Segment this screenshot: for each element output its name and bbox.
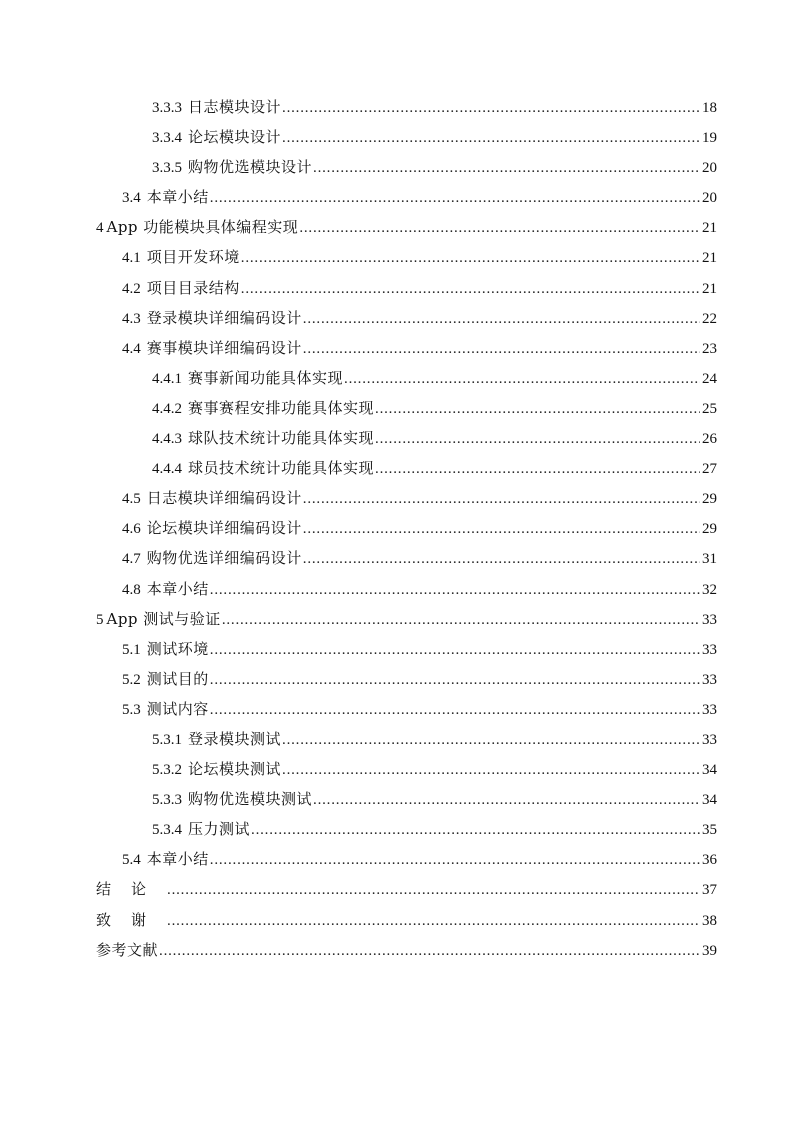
toc-entry[interactable] [0,122,793,152]
toc-dot-leader [210,845,700,875]
toc-entry-number: 5.4 [122,852,141,869]
toc-dot-leader [167,875,700,905]
toc-entry-page: 25 [702,400,717,417]
toc-entry-page: 33 [702,611,717,628]
toc-entry[interactable] [0,242,793,272]
toc-entry-title: 论坛模块详细编码设计 [146,519,302,538]
toc-entry-page: 21 [702,280,717,297]
toc-entry-number: 4.4.3 [152,431,182,448]
toc-entry[interactable] [0,303,793,333]
toc-entry-number: 5.3 [122,701,141,718]
toc-entry[interactable] [0,453,793,483]
toc-entry-title: 结论 [96,880,167,899]
toc-entry-number: 4.3 [122,310,141,327]
toc-entry-title: 测试目的 [146,669,209,688]
toc-entry-title: 测试环境 [146,639,209,658]
toc-entry-page: 29 [702,491,717,508]
toc-entry-title: 参考文献 [96,940,159,959]
toc-entry[interactable] [0,273,793,303]
toc-dot-leader [282,755,700,785]
toc-entry-number: 4.1 [122,250,141,267]
toc-dot-leader [303,514,700,544]
toc-entry-number: 4.6 [122,521,141,538]
toc-dot-leader [210,183,700,213]
toc-entry[interactable] [0,784,793,814]
toc-entry-title: 本章小结 [146,579,209,598]
toc-entry[interactable] [0,694,793,724]
toc-dot-leader [344,364,700,394]
toc-entry-title: 赛事模块详细编码设计 [146,338,302,357]
toc-entry-title: 登录模块详细编码设计 [146,308,302,327]
toc-entry-page: 33 [702,701,717,718]
toc-entry-title: 登录模块测试 [188,729,282,748]
toc-dot-leader [167,906,700,936]
toc-entry-page: 24 [702,370,717,387]
toc-entry[interactable] [0,513,793,543]
toc-entry-page: 37 [702,882,717,899]
toc-entry[interactable] [0,182,793,212]
toc-entry[interactable] [0,844,793,874]
toc-entry-page: 36 [702,852,717,869]
toc-entry-page: 29 [702,521,717,538]
toc-entry-title: 测试内容 [146,699,209,718]
toc-entry-number: 5.3.1 [152,731,182,748]
toc-dot-leader [282,93,700,123]
toc-entry-page: 32 [702,581,717,598]
toc-entry-title: 日志模块设计 [188,98,282,116]
toc-entry-page: 20 [702,190,717,207]
toc-dot-leader [210,635,700,665]
toc-entry-number: 4.4.1 [152,370,182,387]
toc-entry-page: 39 [702,942,717,959]
toc-dot-leader [282,725,700,755]
toc-dot-leader [375,394,700,424]
toc-entry[interactable] [0,483,793,513]
toc-entry[interactable] [0,724,793,754]
table-of-contents [0,92,793,965]
toc-entry-number: 4.4.4 [152,461,182,478]
toc-dot-leader [299,213,700,243]
toc-entry[interactable] [0,935,793,965]
toc-entry-number: 3.4 [122,190,141,207]
toc-dot-leader [313,153,700,183]
toc-entry[interactable] [0,905,793,935]
toc-entry-title: 赛事赛程安排功能具体实现 [188,398,375,417]
toc-entry-number: 3.3.3 [152,100,182,116]
toc-entry-page: 18 [702,100,717,116]
toc-entry-page: 34 [702,762,717,779]
toc-entry-number: 5.3.4 [152,822,182,839]
toc-entry-page: 22 [702,310,717,327]
toc-entry[interactable] [0,664,793,694]
toc-entry-page: 34 [702,792,717,809]
toc-entry-title: 购物优选详细编码设计 [146,549,302,568]
toc-entry-page: 33 [702,641,717,658]
toc-entry-page: 31 [702,551,717,568]
toc-entry[interactable] [0,363,793,393]
toc-entry[interactable] [0,333,793,363]
toc-dot-leader [282,123,700,153]
toc-dot-leader [303,334,700,364]
toc-entry[interactable] [0,874,793,904]
toc-entry-page: 23 [702,340,717,357]
toc-entry-title: 球队技术统计功能具体实现 [188,429,375,448]
toc-entry-page: 33 [702,731,717,748]
toc-entry[interactable] [0,574,793,604]
toc-entry[interactable] [0,423,793,453]
toc-entry[interactable] [0,393,793,423]
toc-entry-title: 球员技术统计功能具体实现 [188,459,375,478]
toc-entry-number: 4.4.2 [152,400,182,417]
toc-entry-number: 5.2 [122,671,141,688]
toc-entry-title: 赛事新闻功能具体实现 [188,368,344,387]
toc-entry-number: 4.2 [122,280,141,297]
toc-entry-title: 日志模块详细编码设计 [146,489,302,508]
toc-dot-leader [210,575,700,605]
toc-entry-title: 项目目录结构 [146,278,240,297]
toc-entry-title: 本章小结 [146,188,209,207]
toc-entry-title: 论坛模块测试 [188,760,282,779]
toc-dot-leader [313,785,700,815]
toc-entry-title: App 功能模块具体编程实现 [106,218,299,237]
toc-entry-title: 项目开发环境 [146,248,240,267]
toc-entry-number: 5.3.2 [152,762,182,779]
toc-entry[interactable] [0,152,793,182]
toc-entry-number: 3.3.4 [152,130,182,147]
toc-entry-title: 压力测试 [188,820,251,839]
toc-entry[interactable] [0,604,793,634]
toc-entry-number: 4.8 [122,581,141,598]
toc-entry-title: 论坛模块设计 [188,128,282,147]
toc-entry[interactable] [0,92,793,122]
toc-entry-title: 购物优选模块测试 [188,790,313,809]
toc-entry[interactable] [0,754,793,784]
toc-entry-page: 21 [702,220,717,237]
toc-dot-leader [241,274,700,304]
toc-entry-number: 4 [96,220,104,237]
toc-entry-number: 5.3.3 [152,792,182,809]
toc-dot-leader [303,544,700,574]
toc-dot-leader [159,936,700,966]
toc-dot-leader [375,424,700,454]
toc-entry-title: 致谢 [96,910,167,929]
toc-entry-number: 4.4 [122,340,141,357]
toc-dot-leader [241,243,700,273]
toc-dot-leader [222,605,700,635]
toc-entry[interactable] [0,814,793,844]
toc-entry-number: 5.1 [122,641,141,658]
toc-entry-number: 4.7 [122,551,141,568]
toc-entry[interactable] [0,212,793,242]
toc-dot-leader [303,484,700,514]
toc-entry[interactable] [0,543,793,573]
toc-entry-number: 4.5 [122,491,141,508]
toc-entry-title: 购物优选模块设计 [188,158,313,177]
toc-entry-page: 38 [702,912,717,929]
toc-entry-page: 27 [702,461,717,478]
toc-entry-title: 本章小结 [146,850,209,869]
toc-dot-leader [210,695,700,725]
toc-entry[interactable] [0,634,793,664]
toc-entry-number: 3.3.5 [152,160,182,177]
toc-entry-title: App 测试与验证 [106,609,221,628]
toc-entry-page: 26 [702,431,717,448]
toc-entry-page: 20 [702,160,717,177]
toc-dot-leader [210,665,700,695]
toc-dot-leader [303,304,700,334]
toc-dot-leader [375,454,700,484]
toc-entry-page: 19 [702,130,717,147]
toc-dot-leader [251,815,700,845]
toc-entry-page: 35 [702,822,717,839]
toc-entry-number: 5 [96,611,104,628]
toc-entry-page: 21 [702,250,717,267]
toc-entry-page: 33 [702,671,717,688]
